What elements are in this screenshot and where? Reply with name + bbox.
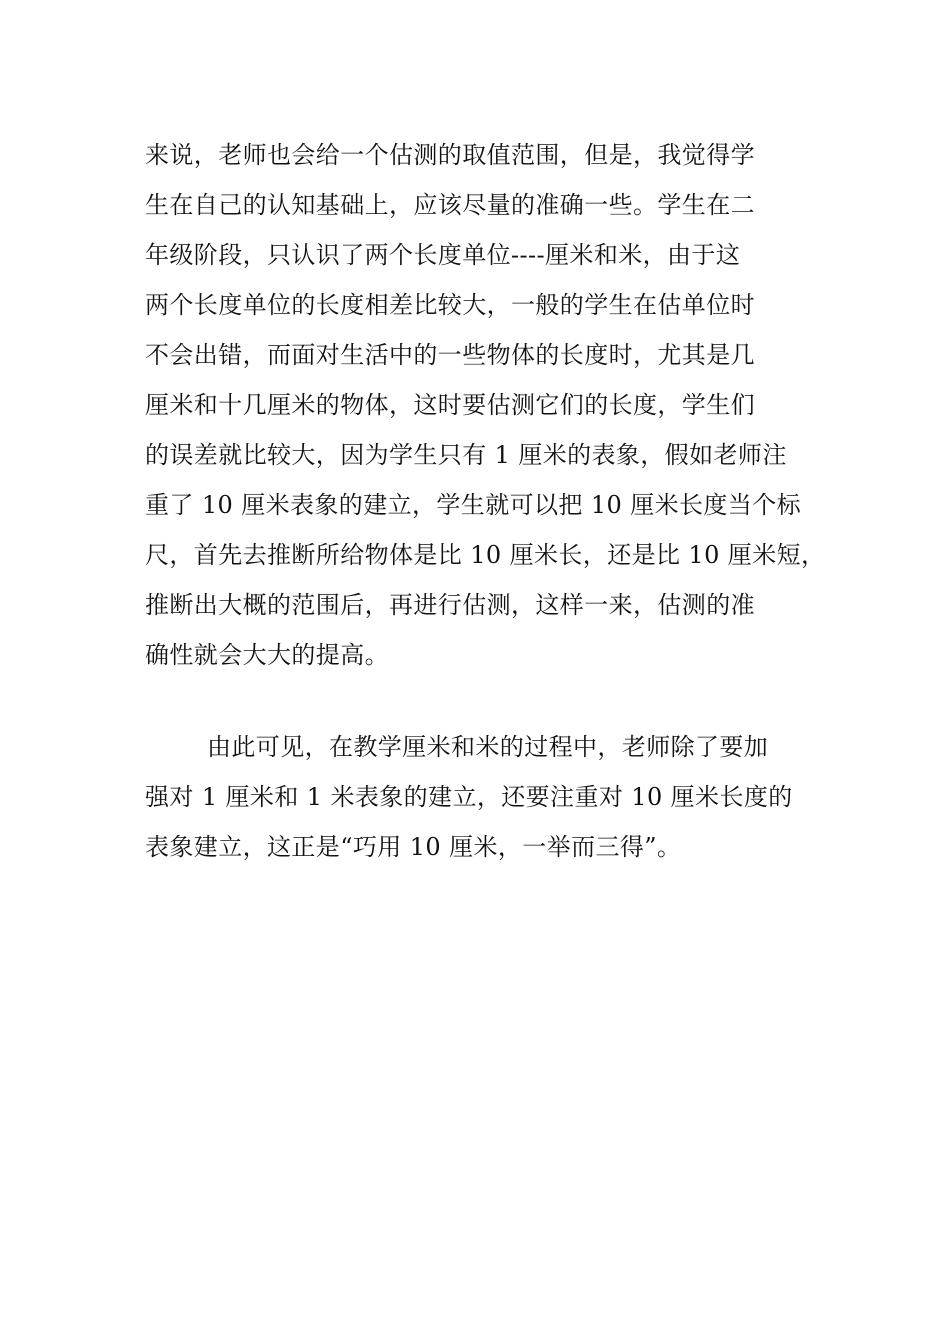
paragraph-1-line-10: 推断出大概的范围后，再进行估测，这样一来，估测的准 <box>145 591 755 619</box>
paragraph-1-line-9: 尺，首先去推断所给物体是比 10 厘米长，还是比 10 厘米短， <box>145 541 826 569</box>
paragraph-2-line-1: 由此可见，在教学厘米和米的过程中，老师除了要加 <box>207 733 769 761</box>
paragraph-1-line-8: 重了 10 厘米表象的建立，学生就可以把 10 厘米长度当个标 <box>145 491 801 519</box>
paragraph-1-line-2: 生在自己的认知基础上，应该尽量的准确一些。学生在二 <box>145 191 755 219</box>
paragraph-1-line-1: 来说，老师也会给一个估测的取值范围，但是，我觉得学 <box>145 141 755 169</box>
paragraph-2-line-3: 表象建立，这正是“巧用 10 厘米，一举而三得”。 <box>145 833 682 861</box>
paragraph-1 <box>145 130 835 680</box>
paragraph-1-line-4: 两个长度单位的长度相差比较大，一般的学生在估单位时 <box>145 291 755 319</box>
paragraph-2 <box>145 722 835 872</box>
paragraph-1-line-5: 不会出错，而面对生活中的一些物体的长度时，尤其是几 <box>145 341 755 369</box>
paragraph-1-line-3: 年级阶段，只认识了两个长度单位----厘米和米，由于这 <box>145 241 741 269</box>
paragraph-1-line-7: 的误差就比较大，因为学生只有 1 厘米的表象，假如老师注 <box>145 441 787 469</box>
paragraph-2-line-2: 强对 1 厘米和 1 米表象的建立，还要注重对 10 厘米长度的 <box>145 783 793 811</box>
paragraph-1-line-11: 确性就会大大的提高。 <box>145 641 389 669</box>
paragraph-1-line-6: 厘米和十几厘米的物体，这时要估测它们的长度，学生们 <box>145 391 755 419</box>
